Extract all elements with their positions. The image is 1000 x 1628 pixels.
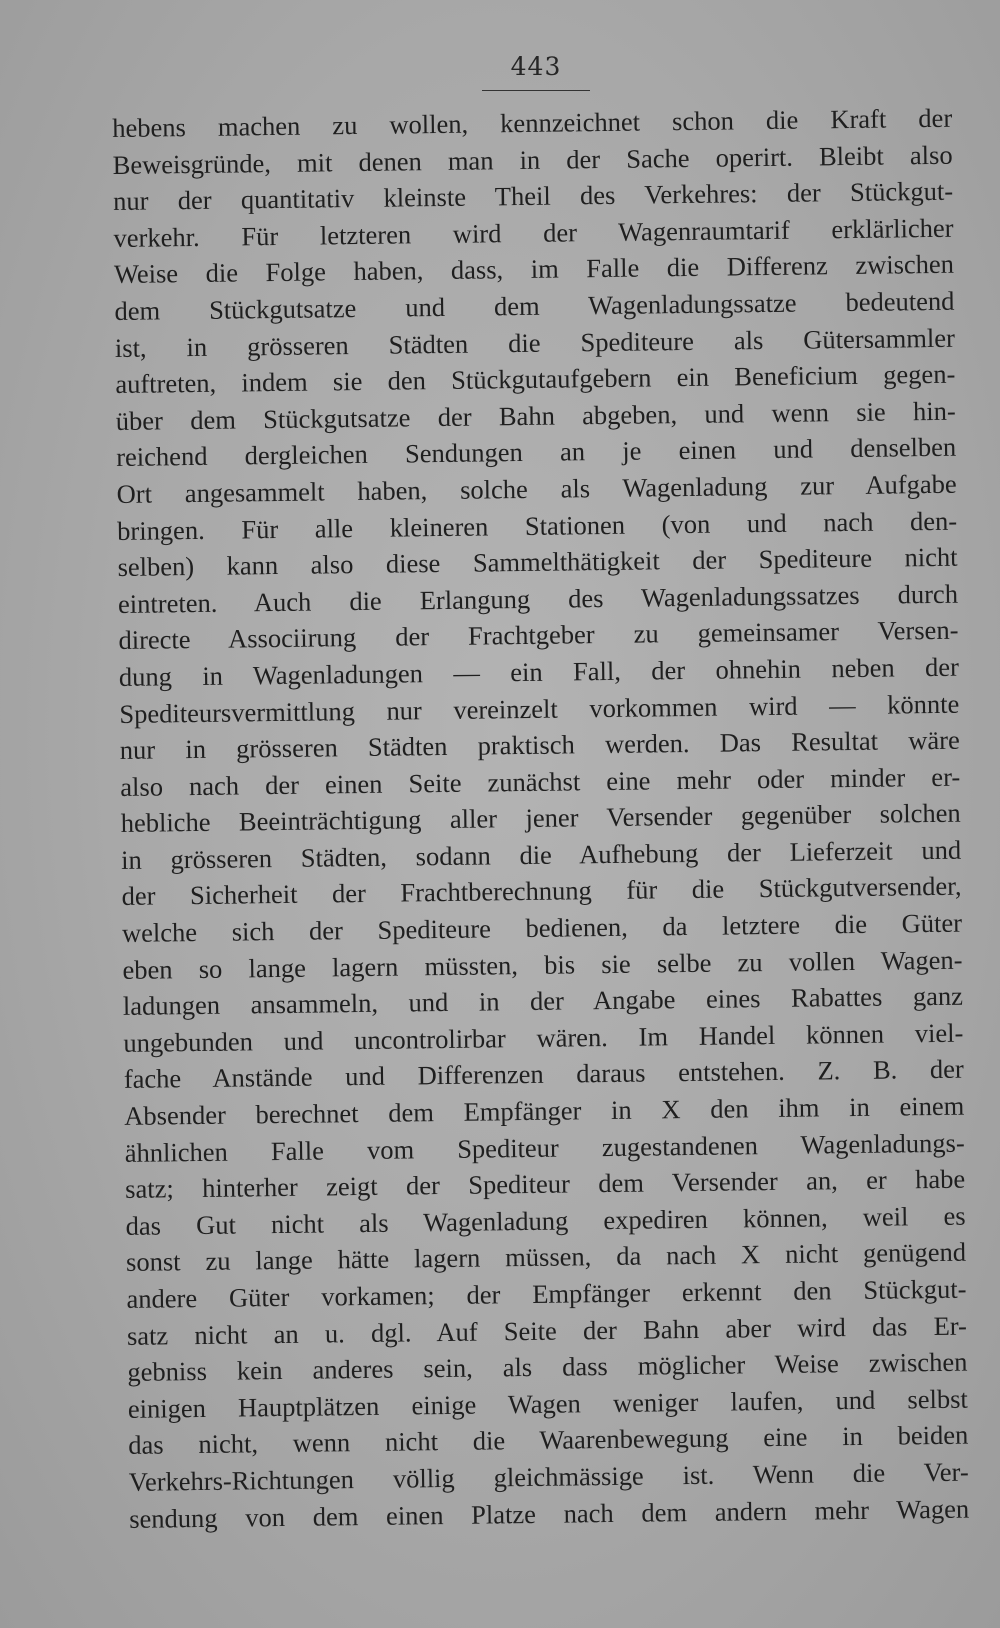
text-line: bringen. Für alle kleineren Stationen (von und nach den- <box>116 505 958 546</box>
text-line: selben) kann also diese Sammelthätigkeit der Spediteure nicht <box>117 541 958 583</box>
text-line: andere Güter vorkamen; der Empfänger erkennt den Stückgut- <box>126 1273 967 1314</box>
text-line: in grösseren Städten, sodann die Aufhebung der Lieferzeit und <box>120 834 962 875</box>
text-line: welche sich der Spediteure bedienen, da letztere die Güter <box>121 907 963 948</box>
text-line: das nicht, wenn nicht die Waarenbewegung eine in beiden <box>128 1420 969 1461</box>
text-line: der Sicherheit der Frachtberechnung für die Stückgutversender, <box>121 871 962 912</box>
text-line: satz nicht an u. dgl. Auf Seite der Bahn aber wird das Er- <box>126 1310 968 1351</box>
text-line: dem Stückgutsatze und dem Wagenladungssatze bedeutend <box>114 285 955 326</box>
text-line: nur der quantitativ kleinste Theil des Verkehres: der Stückgut- <box>112 175 954 217</box>
text-line: Ort angesammelt haben, solche als Wagenladung zur Aufgabe <box>116 468 957 509</box>
text-line: dung in Wagenladungen — ein Fall, der ohnehin neben der <box>118 651 960 692</box>
text-line: nur in grösseren Städten praktisch werden. Das Resultat wäre <box>119 724 960 766</box>
text-line: Beweisgründe, mit denen man in der Sache operirt. Bleibt also <box>112 139 953 180</box>
text-line: eben so lange lagern müssten, bis sie selbe zu vollen Wagen- <box>122 944 963 985</box>
text-line: reichend dergleichen Sendungen an je einen und denselben <box>116 432 957 473</box>
text-line: verkehr. Für letzteren wird der Wagenraumtarif erklärlicher <box>113 212 954 253</box>
text-line: directe Associirung der Frachtgeber zu gemeinsamer Versen- <box>118 615 959 656</box>
text-line: ladungen ansammeln, und in der Angabe eines Rabattes ganz <box>122 980 964 1022</box>
text-line: über dem Stückgutsatze der Bahn abgeben, und wenn sie hin- <box>115 395 956 436</box>
text-line: ungebunden und uncontrolirbar wären. Im Handel können viel- <box>123 1017 964 1058</box>
text-line: fache Anstände und Differenzen daraus entstehen. Z. B. der <box>123 1054 964 1095</box>
text-line: Weise die Folge haben, dass, im Falle die Differenz zwischen <box>113 249 955 290</box>
text-line: also nach der einen Seite zunächst eine mehr oder minder er- <box>120 761 961 802</box>
text-line: eintreten. Auch die Erlangung des Wagenladungssatzes durch <box>117 578 959 619</box>
text-line: hebens machen zu wollen, kennzeichnet schon die Kraft der <box>112 102 953 143</box>
text-line: auftreten, indem sie den Stückgutaufgebern ein Beneficium gegen- <box>115 358 956 400</box>
text-line: sonst zu lange hätte lagern müssen, da nach X nicht genügend <box>125 1237 967 1278</box>
page-number-rule <box>482 90 590 91</box>
text-line: sendung von dem einen Platze nach dem andern mehr Wagen <box>129 1493 970 1534</box>
text-line: einigen Hauptplätzen einige Wagen weniger laufen, und selbst <box>127 1383 968 1424</box>
text-line: Spediteursvermittlung nur vereinzelt vorkommen wird — könnte <box>119 688 960 729</box>
text-line: hebliche Beeinträchtigung aller jener Versender gegenüber solchen <box>120 797 961 839</box>
text-line: Absender berechnet dem Empfänger in X den ihm in einem <box>124 1090 965 1131</box>
text-line: ähnlichen Falle vom Spediteur zugestandenen Wagenladungs- <box>124 1127 965 1168</box>
text-line: satz; hinterher zeigt der Spediteur dem Versender an, er habe <box>125 1163 966 1205</box>
text-line: das Gut nicht als Wagenladung expediren können, weil es <box>125 1200 966 1241</box>
page-number: 443 <box>510 52 562 81</box>
text-line: gebniss kein anderes sein, als dass möglicher Weise zwischen <box>127 1346 968 1388</box>
text-line: Verkehrs-Richtungen völlig gleichmässige ist. Wenn die Ver- <box>128 1456 969 1497</box>
text-line: ist, in grösseren Städten die Spediteure als Gütersammler <box>114 322 956 363</box>
body-text <box>112 100 969 1537</box>
